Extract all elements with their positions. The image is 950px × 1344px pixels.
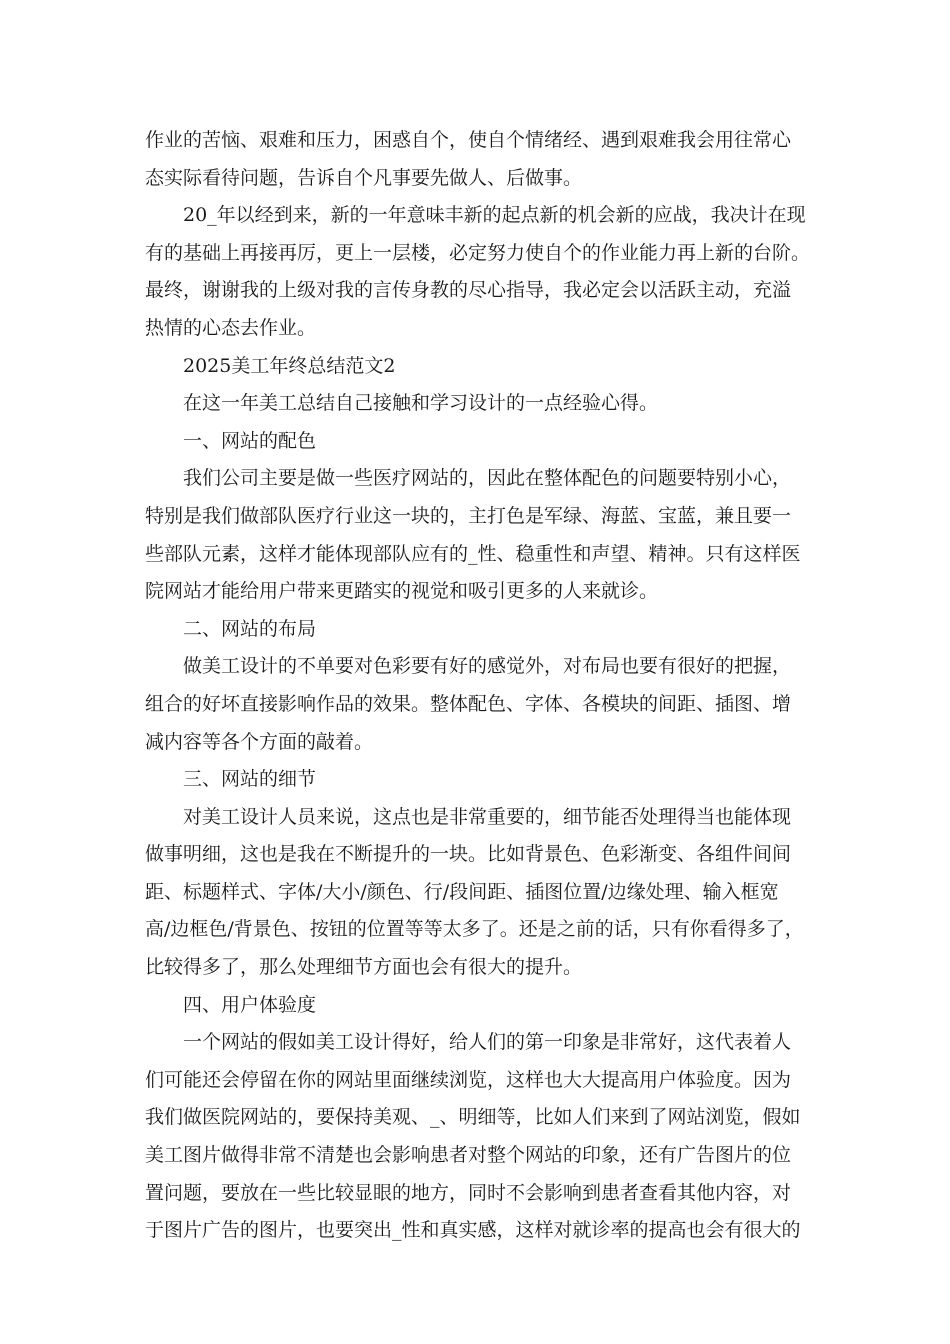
text-line: 些部队元素，这样才能体现部队应有的_性、稳重性和声望、精神。只有这样医 — [145, 542, 801, 565]
text-line: 我们公司主要是做一些医疗网站的，因此在整体配色的问题要特别小心， — [183, 467, 792, 490]
text-line: 做美工设计的不单要对色彩要有好的感觉外，对布局也要有很好的把握， — [183, 655, 792, 678]
text-line: 二、网站的布局 — [183, 617, 317, 640]
text-line: 比较得多了，那么处理细节方面也会有很大的提升。 — [145, 956, 583, 979]
text-line: 有的基础上再接再厉，更上一层楼，必定努力使自个的作业能力再上新的台阶。 — [145, 241, 811, 264]
text-line: 一个网站的假如美工设计得好，给人们的第一印象是非常好，这代表着人 — [183, 1031, 792, 1054]
text-line: 态实际看待问题，告诉自个凡事要先做人、后做事。 — [145, 166, 583, 189]
text-line: 在这一年美工总结自己接触和学习设计的一点经验心得。 — [183, 392, 659, 415]
text-line: 最终，谢谢我的上级对我的言传身教的尽心指导，我必定会以活跃主动，充溢 — [145, 279, 792, 302]
text-line: 一、网站的配色 — [183, 429, 317, 452]
text-line: 们可能还会停留在你的网站里面继续浏览，这样也大大提高用户体验度。因为 — [145, 1068, 792, 1091]
text-line: 减内容等各个方面的敲着。 — [145, 730, 374, 753]
text-line: 置问题，要放在一些比较显眼的地方，同时不会影响到患者查看其他内容，对 — [145, 1181, 792, 1204]
text-line: 我们做医院网站的，要保持美观、_、明细等，比如人们来到了网站浏览，假如 — [145, 1106, 801, 1129]
text-line: 20_年以经到来，新的一年意味丰新的起点新的机会新的应战，我决计在现 — [183, 204, 806, 227]
text-line: 热情的心态去作业。 — [145, 316, 317, 339]
text-line: 作业的苦恼、艰难和压力，困惑自个，使自个情绪经、遇到艰难我会用往常心 — [145, 129, 792, 151]
text-line: 三、网站的细节 — [183, 768, 317, 791]
text-line: 做事明细，这也是我在不断提升的一块。比如背景色、色彩渐变、各组件间间 — [145, 843, 792, 866]
text-line: 院网站才能给用户带来更踏实的视觉和吸引更多的人来就诊。 — [145, 580, 659, 603]
text-line: 美工图片做得非常不清楚也会影响患者对整个网站的印象，还有广告图片的位 — [145, 1144, 792, 1167]
text-line: 于图片广告的图片，也要突出_性和真实感，这样对就诊率的提高也会有很大的 — [145, 1219, 801, 1242]
text-line: 2025美工年终总结范文2 — [183, 354, 396, 377]
text-line: 四、用户体验度 — [183, 993, 317, 1016]
text-line: 组合的好坏直接影响作品的效果。整体配色、字体、各模块的间距、插图、增 — [145, 692, 792, 715]
document-body — [145, 122, 811, 1250]
text-line: 距、标题样式、字体/大小/颜色、行/段间距、插图位置/边缘处理、输入框宽 — [145, 880, 779, 903]
text-line: 高/边框色/背景色、按钮的位置等等太多了。还是之前的话，只有你看得多了， — [145, 918, 804, 941]
text-line: 对美工设计人员来说，这点也是非常重要的，细节能否处理得当也能体现 — [183, 805, 792, 828]
text-line: 特别是我们做部队医疗行业这一块的，主打色是军绿、海蓝、宝蓝，兼且要一 — [145, 504, 792, 527]
